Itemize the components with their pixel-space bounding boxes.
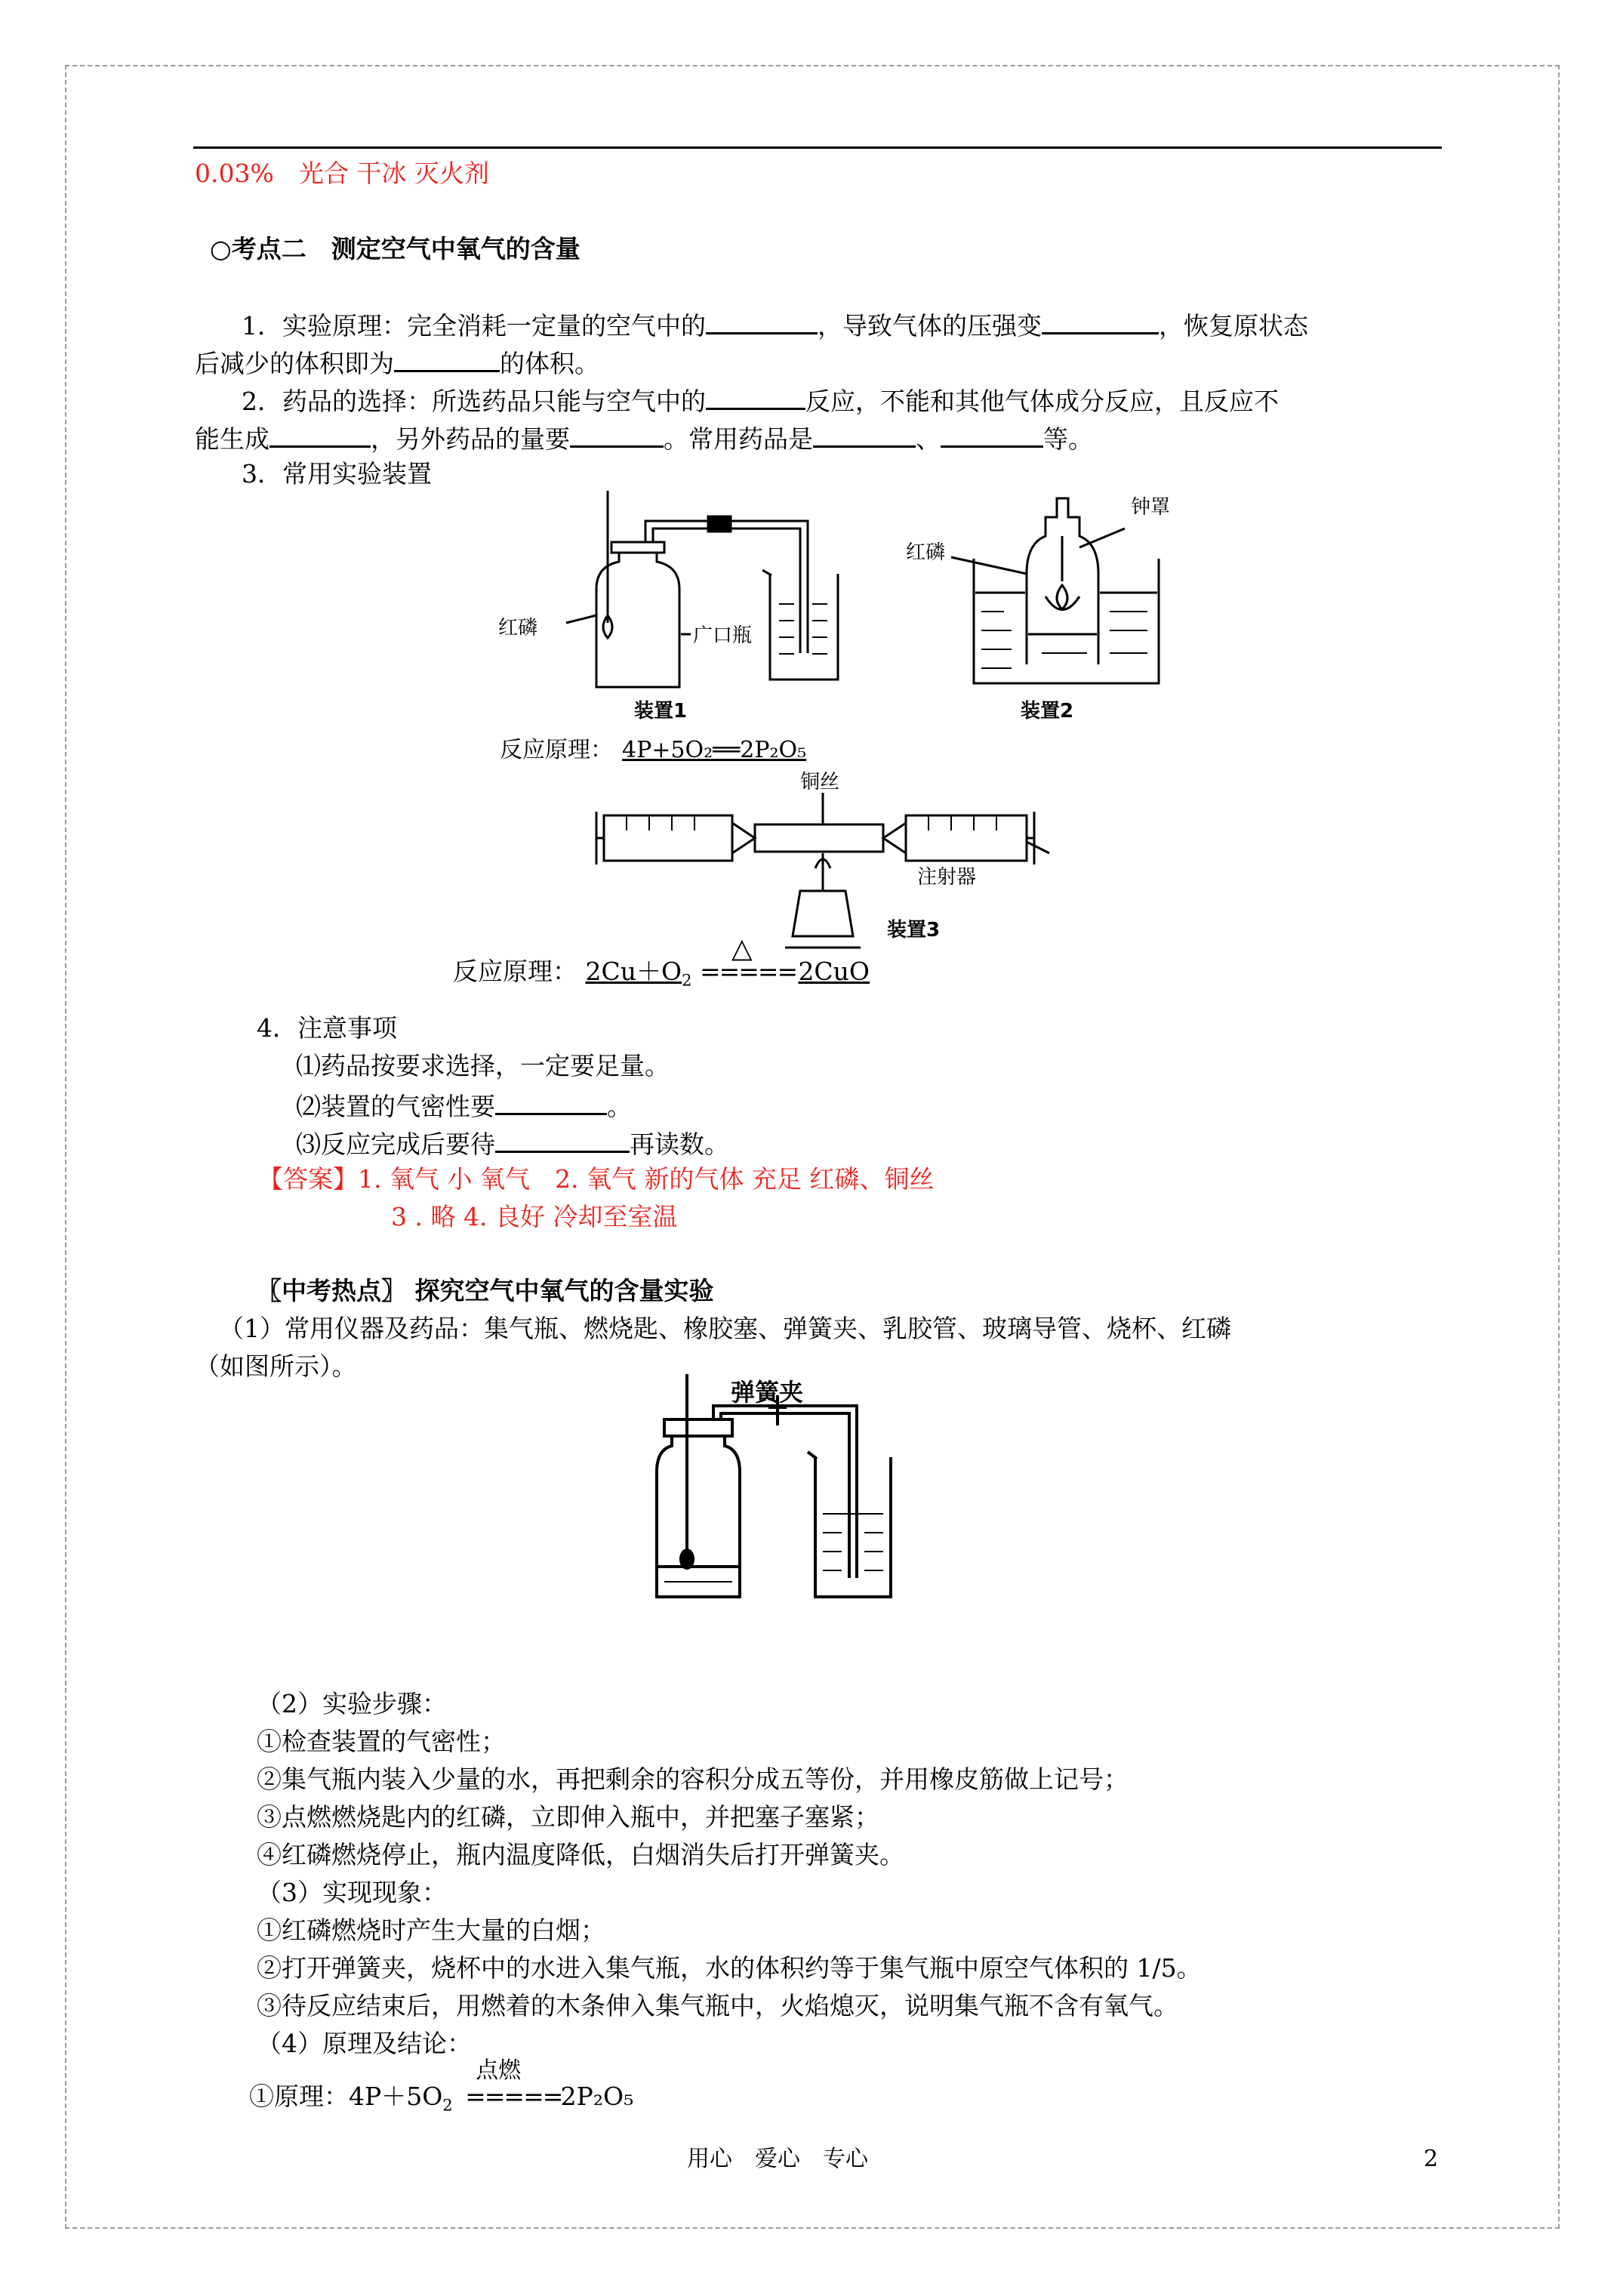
blank-7 [813, 420, 916, 448]
apparatus-heading: 3．常用实验装置 [242, 459, 432, 488]
reagent-text-d: ，另外药品的量要 [371, 424, 570, 454]
reagent-text-c: 能生成 [195, 424, 269, 454]
label-red-phosphorus-2: 红磷 [906, 541, 946, 564]
label-copper-wire: 铜丝 [800, 771, 840, 794]
reagent-line-1 [242, 382, 1279, 418]
answer-line-2: 3 . 略 4. 良好 冷却至室温 [391, 1202, 678, 1231]
principle-text-b: ，导致气体的压强变 [818, 311, 1042, 341]
phenomena-title: （3）实现现象： [257, 1878, 447, 1907]
principle-formula: ①原理：$4P+5O_2$ 点燃 ===== 2P₂O₅ [249, 2057, 634, 2115]
step-1: ①检查装置的气密性； [257, 1727, 506, 1756]
conclusion-title: （4）原理及结论： [257, 2029, 472, 2058]
label-spring-clamp: 弹簧夹 [731, 1378, 804, 1407]
principle-text-c: ，恢复原状态 [1159, 311, 1308, 341]
blank-2 [1042, 307, 1159, 334]
caption-apparatus-2: 装置2 [1021, 700, 1074, 723]
note-3: ⑶反应完成后要待 再读数。 [296, 1125, 729, 1161]
apparatus-figure-3 [589, 770, 1057, 951]
previous-answer: 0.03% 光合 干冰 灭火剂 [195, 159, 489, 188]
principle-text-d: 后减少的体积即为 [195, 349, 394, 378]
reaction-1-label: 反应原理： [500, 737, 613, 763]
note-2: ⑵装置的气密性要 。 [296, 1087, 632, 1123]
blank-10 [495, 1125, 630, 1153]
reagent-text-b: 反应，不能和其他气体成分反应，且反应不 [805, 387, 1279, 416]
caption-apparatus-1: 装置1 [634, 700, 688, 723]
notes-title: 4．注意事项 [257, 1013, 397, 1043]
footer-motto: 用心 爱心 专心 [687, 2146, 868, 2172]
phenomenon-1: ①红磷燃烧时产生大量的白烟； [257, 1915, 605, 1945]
blank-5 [269, 420, 371, 448]
phenomenon-2: ②打开弹簧夹，烧杯中的水进入集气瓶，水的体积约等于集气瓶中原空气体积的 1/5。 [257, 1953, 1202, 1983]
reaction-1 [500, 732, 806, 767]
label-red-phosphorus-1: 红磷 [498, 617, 538, 639]
label-wide-mouth-bottle: 广口瓶 [693, 624, 753, 647]
answer-line-1: 【答案】1. 氧气 小 氧气 2. 氧气 新的气体 充足 红磷、铜丝 [258, 1164, 935, 1194]
principle-text-e: 的体积。 [500, 349, 599, 378]
step-2: ②集气瓶内装入少量的水，再把剩余的容积分成五等份，并用橡皮筋做上记号； [257, 1764, 1129, 1794]
hotspot-intro-b: （如图所示）。 [195, 1351, 357, 1381]
blank-3 [394, 344, 500, 372]
label-syringe: 注射器 [917, 866, 977, 889]
reaction-2-label: 反应原理： [453, 957, 577, 986]
blank-8 [941, 420, 1043, 448]
step-4: ④红磷燃烧停止，瓶内温度降低，白烟消失后打开弹簧夹。 [257, 1840, 904, 1869]
reagent-line-2 [195, 420, 1093, 456]
reagent-text-g: 等。 [1043, 424, 1093, 454]
steps-title: （2）实验步骤： [257, 1689, 447, 1718]
blank-4 [706, 382, 805, 410]
reaction-1-equation: 4P+5O₂══2P₂O₅ [622, 737, 807, 763]
reagent-text-f: 、 [916, 424, 941, 454]
reagent-text-e: 。常用药品是 [664, 424, 813, 454]
principle-condition: 点燃 ===== [465, 2057, 562, 2111]
principle-text-a: 1．实验原理：完全消耗一定量的空气中的 [242, 311, 706, 341]
phenomenon-3: ③待反应结束后，用燃着的木条伸入集气瓶中，火焰熄灭，说明集气瓶不含有氧气。 [257, 1991, 1178, 2020]
caption-apparatus-3: 装置3 [887, 919, 941, 942]
oxygen-experiment-figure [642, 1374, 929, 1608]
page-number: 2 [1424, 2146, 1439, 2172]
blank-1 [706, 307, 818, 334]
header-rule [193, 146, 1442, 149]
section-title: ○考点二 测定空气中氧气的含量 [210, 234, 581, 264]
note-1: ⑴药品按要求选择，一定要足量。 [296, 1051, 670, 1080]
step-3: ③点燃燃烧匙内的红磷，立即伸入瓶中，并把塞子塞紧； [257, 1802, 879, 1832]
reagent-text-a: 2．药品的选择：所选药品只能与空气中的 [242, 387, 706, 416]
label-bell-jar: 钟罩 [1131, 496, 1171, 519]
reaction-2-rhs: 2CuO [798, 957, 870, 986]
blank-6 [570, 420, 664, 448]
blank-9 [495, 1087, 607, 1115]
reaction-2-condition: △ ===== [699, 933, 797, 986]
hotspot-title: 〖中考热点〗 探究空气中氧气的含量实验 [257, 1276, 714, 1305]
hotspot-intro-a: （1）常用仪器及药品：集气瓶、燃烧匙、橡胶塞、弹簧夹、乳胶管、玻璃导管、烧杯、红磷 [219, 1314, 1231, 1343]
reaction-2-lhs: $2Cu+O_2$ [585, 957, 692, 990]
principle-line-1 [242, 307, 1308, 343]
apparatus-figure-1-2 [483, 491, 1208, 732]
principle-line-2 [195, 344, 599, 381]
reaction-2 [453, 933, 870, 990]
